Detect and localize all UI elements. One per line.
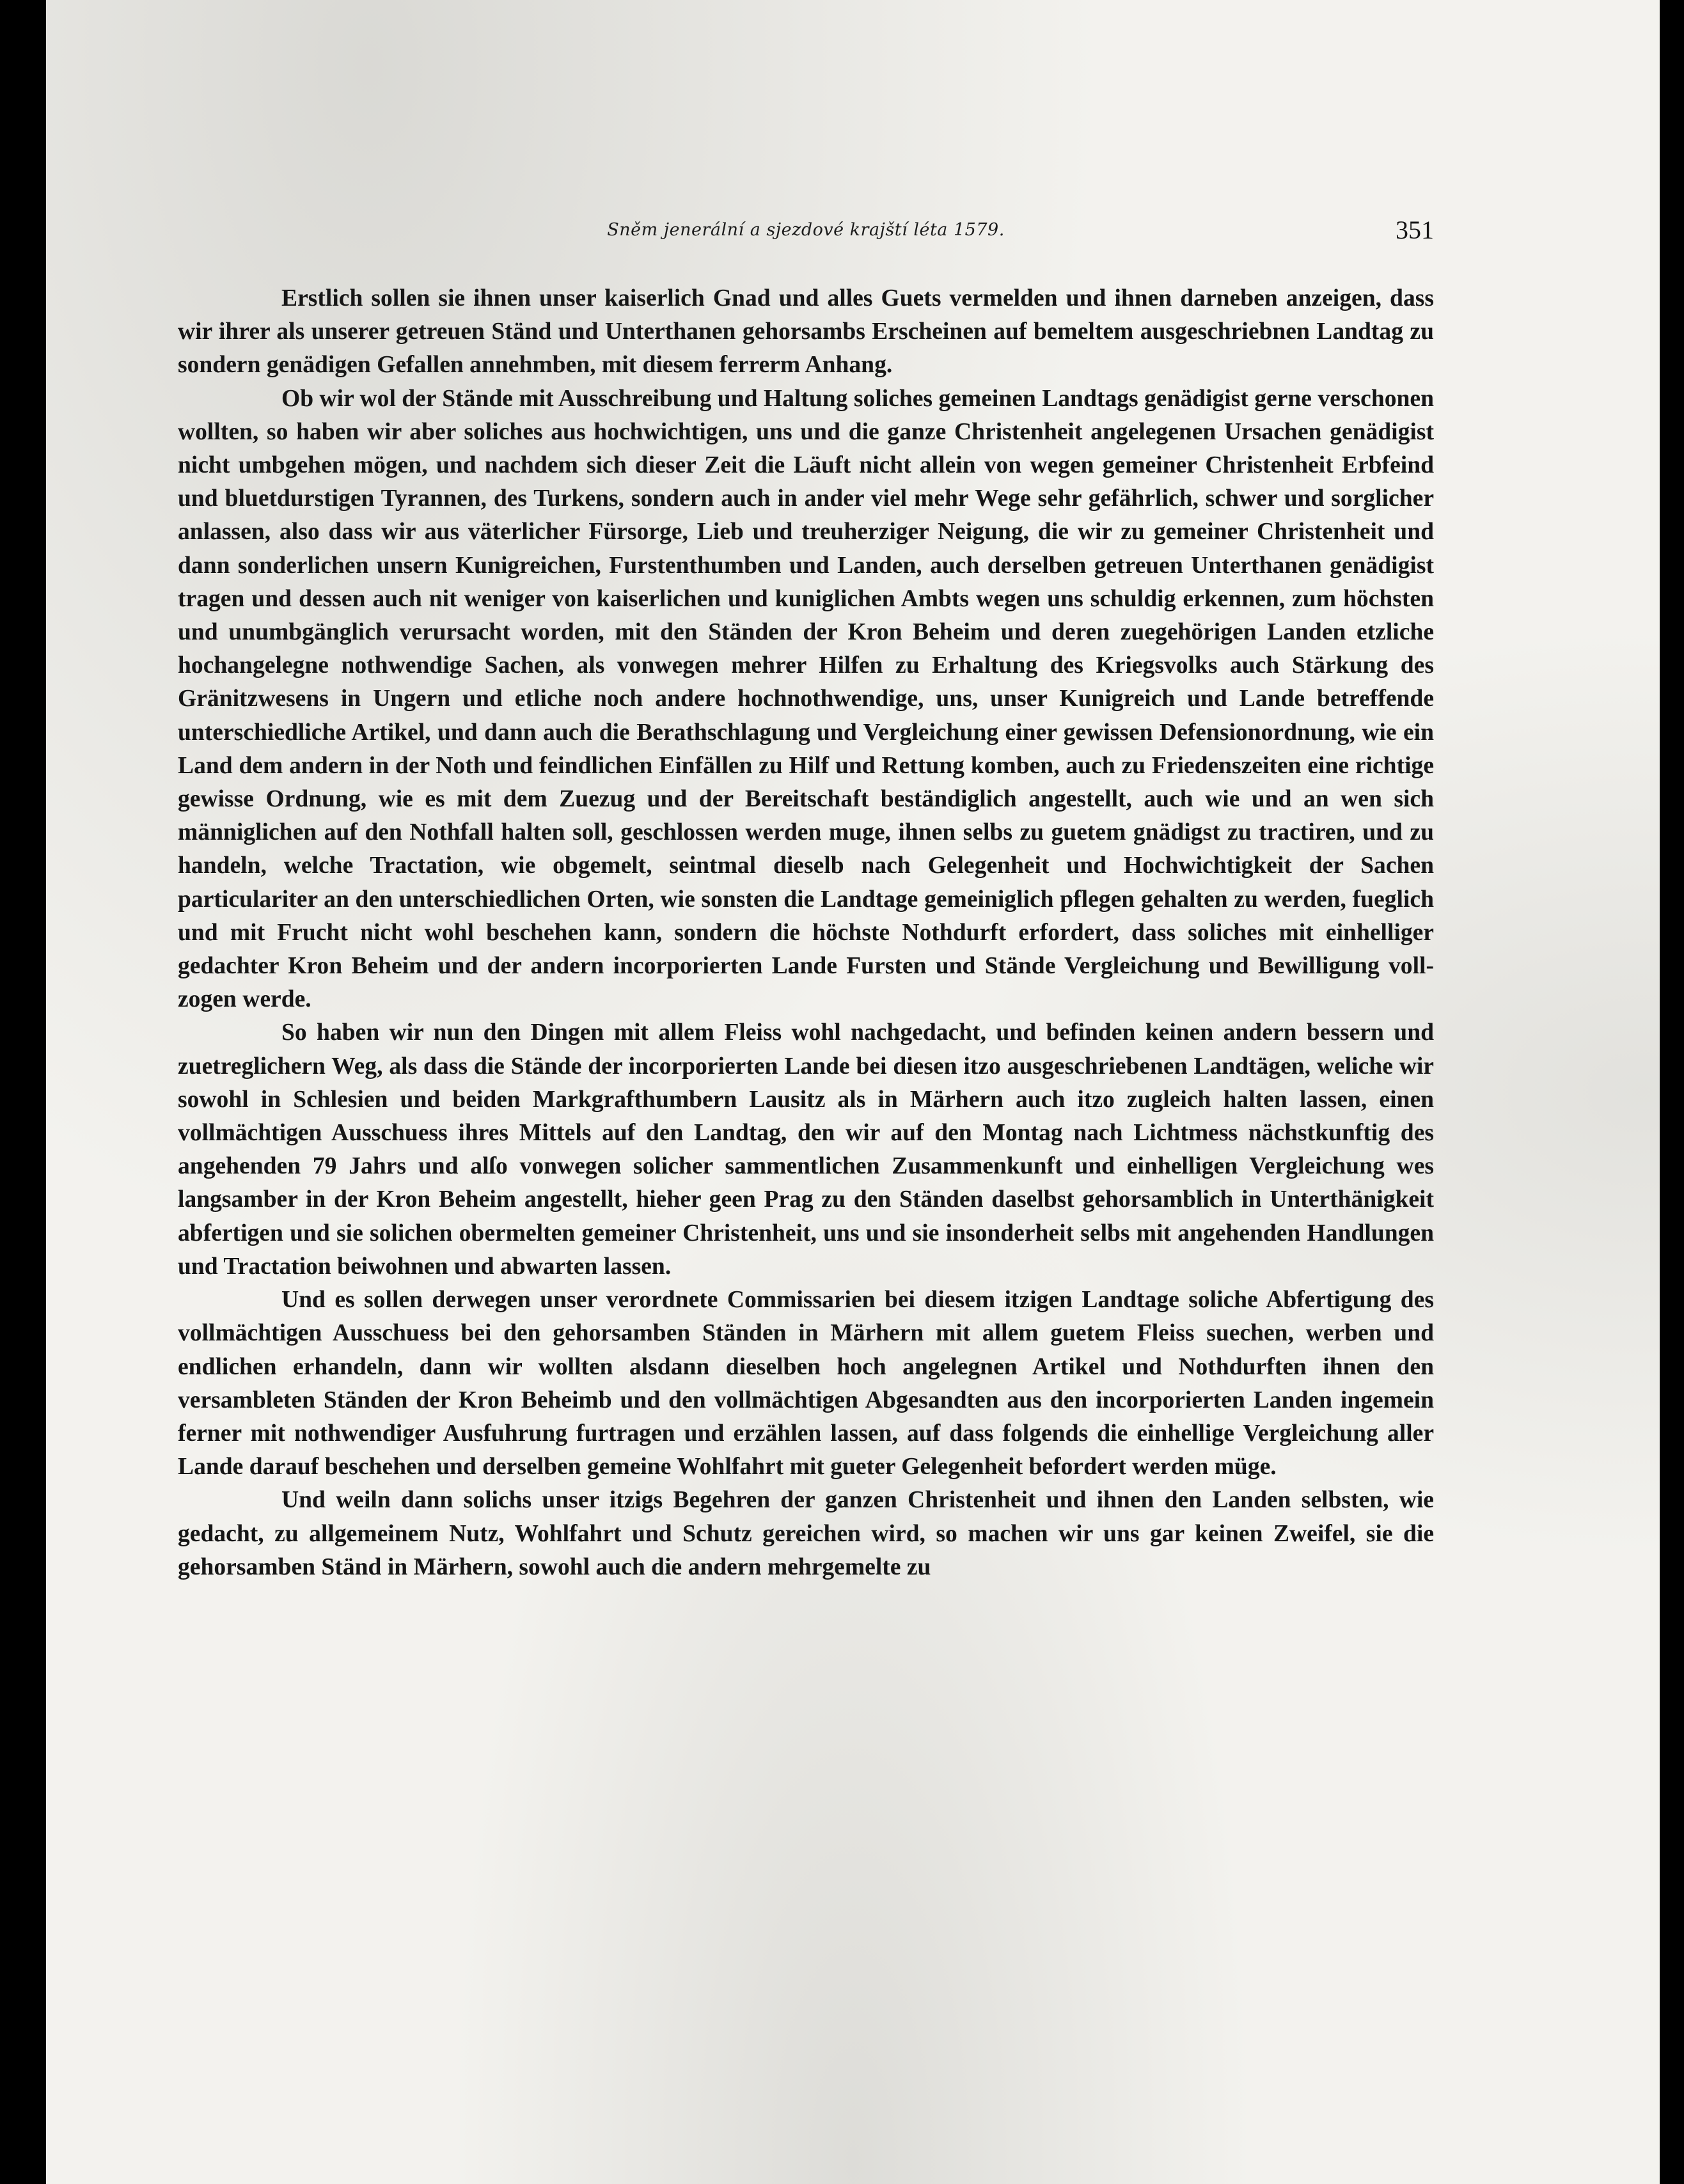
body-text [178, 282, 1434, 1584]
scan-border-right [1660, 0, 1684, 2184]
scan-border-left [0, 0, 46, 2184]
running-title: Sněm jenerální a sjezdové krajští léta 1579. [607, 220, 1005, 240]
page-number: 351 [1396, 216, 1434, 244]
paragraph: Erstlich sollen sie ihnen unser kaiserlich Gnad und alles Guets vermelden und ihnen darneben anzeigen, dass wir ihrer als unserer getreuen Ständ und Unterthanen gehorsambs Erscheinen auf bemeltem ausgeschriebnen Landtag zu sondern genädigen Gefallen annehmben, mit diesem ferrerm Anhang. [178, 285, 1434, 379]
paragraph: Und weiln dann solichs unser itzigs Begehren der ganzen Christenheit und ihnen den Landen selbsten, wie gedacht, zu allgemeinem Nutz, Wohlfahrt und Schutz gereichen wird, so machen wir uns gar keinen Zweifel, sie die gehorsamben Ständ in Märhern, sowohl auch die andern mehrgemelte zu [178, 1487, 1434, 1580]
paragraph: Und es sollen derwegen unser verordnete Commissarien bei diesem itzigen Landtage soliche Abfertigung des vollmächtigen Ausschuess bei den gehorsamben Ständen in Märhern mit allem guetem Fleiss suechen, werben und endlichen erhandeln, dann wir wollten alsdann dieselben hoch angelegnen Artikel und Nothdurften ihnen den versambleten Ständen der Kron Beheimb und den vollmächtigen Abgesandten aus den incorporierten Landen ingemein ferner mit nothwendiger Ausfuhrung furtragen und erzählen lassen, auf dass folgends die einhellige Vergleichung aller Lande darauf beschehen und derselben gemeine Wohlfahrt mit gueter Gelegenheit befordert werden müge. [178, 1287, 1434, 1481]
paragraph: Ob wir wol der Stände mit Ausschreibung und Haltung soliches gemeinen Landtags genädigist gerne verschonen wollten, so haben wir aber soliches aus hochwichtigen, uns und die ganze Christenheit angelegenen Ursachen genädigist nicht umbgehen mögen, und nachdem sich dieser Zeit die Läuft nicht allein von wegen gemeiner Christenheit Erbfeind und bluetdurstigen Tyrannen, des Turkens, sondern auch in ander viel mehr Wege sehr gefährlich, schwer und sorglicher anlassen, also dass wir aus väterlicher Fürsorge, Lieb und treuherziger Neigung, die wir zu gemeiner Christenheit und dann sonderlichen unsern Kunigreichen, Furstenthumben und Landen, auch derselben getreuen Unterthanen genädigist tragen und dessen auch nit weniger von kaiserlichen und kuniglichen Ambts wegen uns schuldig erkennen, zum höchsten und unumbgänglich verursacht worden, mit den Ständen der Kron Beheim und deren zuegehörigen Landen etzliche hochangelegne nothwendige Sachen, als vonwegen mehrer Hilfen zu Erhaltung des Kriegsvolks auch Stärkung des Gränitzwesens in Ungern und etliche noch andere hochnothwendige, uns, unser Kunigreich und Lande betreffende unterschiedliche Artikel, und dann auch die Berathschlagung und Vergleichung einer gewissen Defensionordnung, wie ein Land dem andern in der Noth und feindlichen Einfällen zu Hilf und Rettung komben, auch zu Friedenszeiten eine richtige gewisse Ordnung, wie es mit dem Zuezug und der Bereitschaft beständiglich angestellt, auch wie und an wen sich männiglichen auf den Nothfall halten soll, geschlossen werden muge, ihnen selbs zu guetem gnädigst zu tractiren, und zu handeln, welche Tractation, wie obgemelt, seintmal dieselb nach Gelegenheit und Hochwichtigkeit der Sachen particulariter an den unterschiedlichen Orten, wie sonsten die Landtage gemeiniglich pflegen gehalten zu werden, fueglich und mit Frucht nicht wohl beschehen kann, sondern die höchste Nothdurft erfordert, dass soliches mit einhelliger gedachter Kron Beheim und der andern incorporierten Lande Fursten und Stände Vergleichung und Bewilligung vollzogen werde. [178, 385, 1434, 1013]
page-header [178, 216, 1434, 252]
paragraph: So haben wir nun den Dingen mit allem Fleiss wohl nachgedacht, und befinden keinen andern bessern und zuetreglichern Weg, als dass die Stände der incorporierten Lande bei diesen itzo ausgeschriebenen Landtägen, weliche wir sowohl in Schlesien und beiden Markgrafthumbern Lausitz als in Märhern auch itzo zugleich halten lassen, einen vollmächtigen Ausschuess ihres Mittels auf den Landtag, den wir auf den Montag nach Lichtmess nächstkunftig des angehenden 79 Jahrs und alſo vonwegen solicher sammentlichen Zusammenkunft und einhelligen Vergleichung wes langsamber in der Kron Beheim angestellt, hieher geen Prag zu den Ständen daselbst gehorsamblich in Unterthänigkeit abfertigen und sie solichen obermelten gemeiner Christenheit, uns und sie insonderheit selbs mit angehenden Handlungen und Tractation beiwohnen und abwarten lassen. [178, 1019, 1434, 1280]
